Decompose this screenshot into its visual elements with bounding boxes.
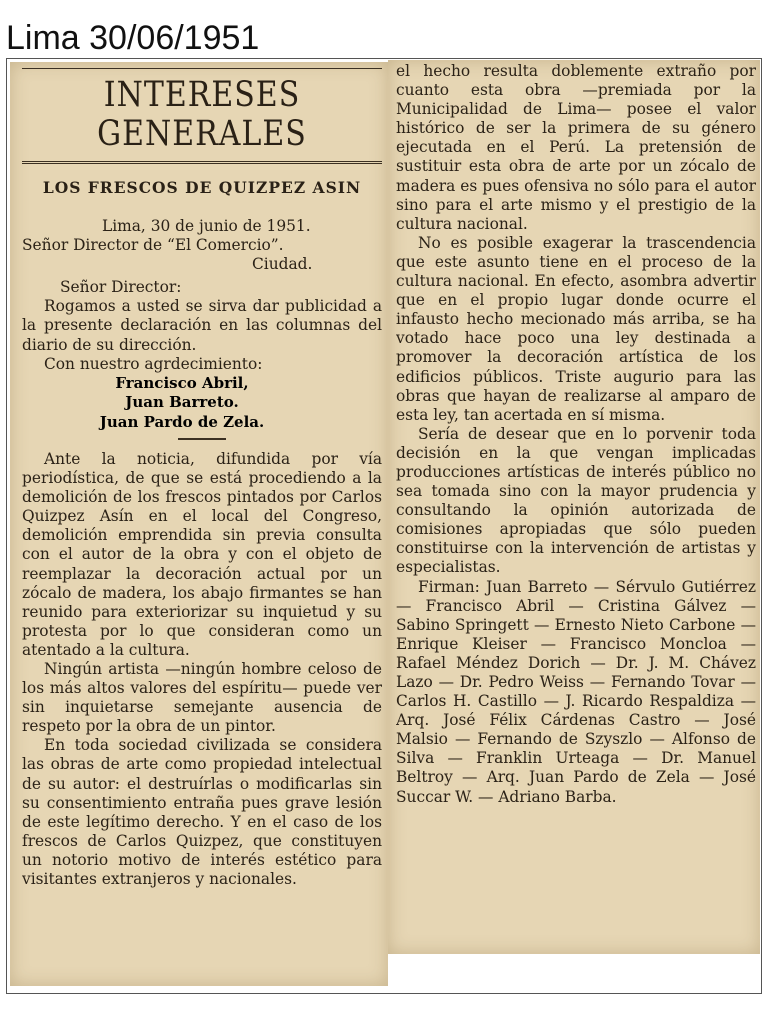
article-headline: LOS FRESCOS DE QUIZPEZ ASIN — [42, 178, 362, 197]
letter-header — [22, 217, 382, 297]
article-paragraph: En toda sociedad civilizada se considera las obras de arte como propiedad intelectual de su autor: el destruírlas o modificarlas sin su consentimiento entraña pues grave lesión de este legítimo derecho. Y en el caso de los frescos de Carlos Quizpez, que constituyen un notorio motivo de interés estético para visitantes extranjeros y nacionales. — [22, 736, 382, 889]
article-paragraph: Ningún artista —ningún hombre celoso de los más altos valores del espíritu— puede ver sin inquietarse semejante ausencia de respeto por la obra de un pintor. — [22, 660, 382, 736]
article-paragraph: Ante la noticia, difundida por vía periodística, de que se está procediendo a la demolición de los frescos pintados por Carlos Quizpez Asín en el local del Congreso, demolición emprendida sin previa consulta con el autor de la obra y con el objeto de reemplazar la decoración actual por un zócalo de madera, los abajo firmantes se han reunido para exteriorizar su inquietud y su protesta por lo que consideran como un atentado a la cultura. — [22, 449, 382, 659]
signatory: Juan Pardo de Zela. — [99, 412, 265, 431]
article-paragraph: Sería de desear que en lo porvenir toda decisión en la que vengan implicadas producciones artísticas de interés público no sea tomada sino con la mayor prudencia y consultando la opinión autorizada de comisiones apropiadas que sólo pueden constituirse con la intervención de artistas y especialistas. — [396, 424, 756, 577]
letter-thanks: Con nuestro agrdecimiento: — [44, 354, 263, 373]
short-divider — [178, 438, 226, 440]
date-caption: Lima 30/06/1951 — [6, 19, 260, 57]
article-paragraph: No es posible exagerar la trascendencia que este asunto tiene en el proceso de la cultura nacional. En efecto, asombra advertir que en el propio lugar donde ocurre el infausto hecho mecionado más arriba, se ha votado hace poco una ley destinada a promover la decoración artística de los edificios públicos. Triste augurio para las obras que hayan de realizarse al amparo de esta ley, tan acertada en sí misma. — [396, 233, 756, 424]
section-rule — [22, 161, 382, 164]
letter-addressee: Señor Director de “El Comercio”. — [22, 236, 284, 255]
letter-body: Rogamos a usted se sirva dar publicidad a la presente declaración en las columnas del diario de su dirección. — [22, 297, 382, 354]
signatory: Juan Barreto. — [125, 393, 239, 412]
signers-list: Firman: Juan Barreto — Sérvulo Gutiérrez — Francisco Abril — Cristina Gálvez — Sabino Springett — Ernesto Nieto Carbone — Enrique Kleiser — Francisco Moncloa — Rafael Méndez Dorich — Dr. J. M. Chávez Lazo — Dr. Pedro Weiss — Fernando Tovar — Carlos H. Castillo — J. Ricardo Respaldiza — Arq. José Félix Cárdenas Castro — José Malsio — Fernando de Szyszlo — Alfonso de Silva — Franklin Urteaga — Dr. Manuel Beltroy — Arq. Juan Pardo de Zela — José Succar W. — Adriano Barba. — [396, 577, 756, 806]
signatory: Francisco Abril, — [115, 373, 249, 392]
right-column — [396, 62, 756, 954]
section-title: INTERESES GENERALES — [97, 74, 307, 155]
letter-date: Lima, 30 de junio de 1951. — [102, 217, 311, 235]
letter-city: Ciudad. — [252, 255, 313, 274]
top-rule — [22, 68, 382, 69]
letter-salutation: Señor Director: — [60, 278, 182, 297]
left-column — [22, 68, 382, 980]
article-paragraph: el hecho resulta doblemente extraño por cuanto esta obra —premiada por la Municipalidad de Lima— posee el valor histórico de ser la primera de su género ejecutada en el Perú. La pretensión de sustituir esta obra de arte por un zócalo de madera es pues ofensiva no sólo para el autor sino para el arte mismo y el prestigio de la cultura nacional. — [396, 62, 756, 233]
